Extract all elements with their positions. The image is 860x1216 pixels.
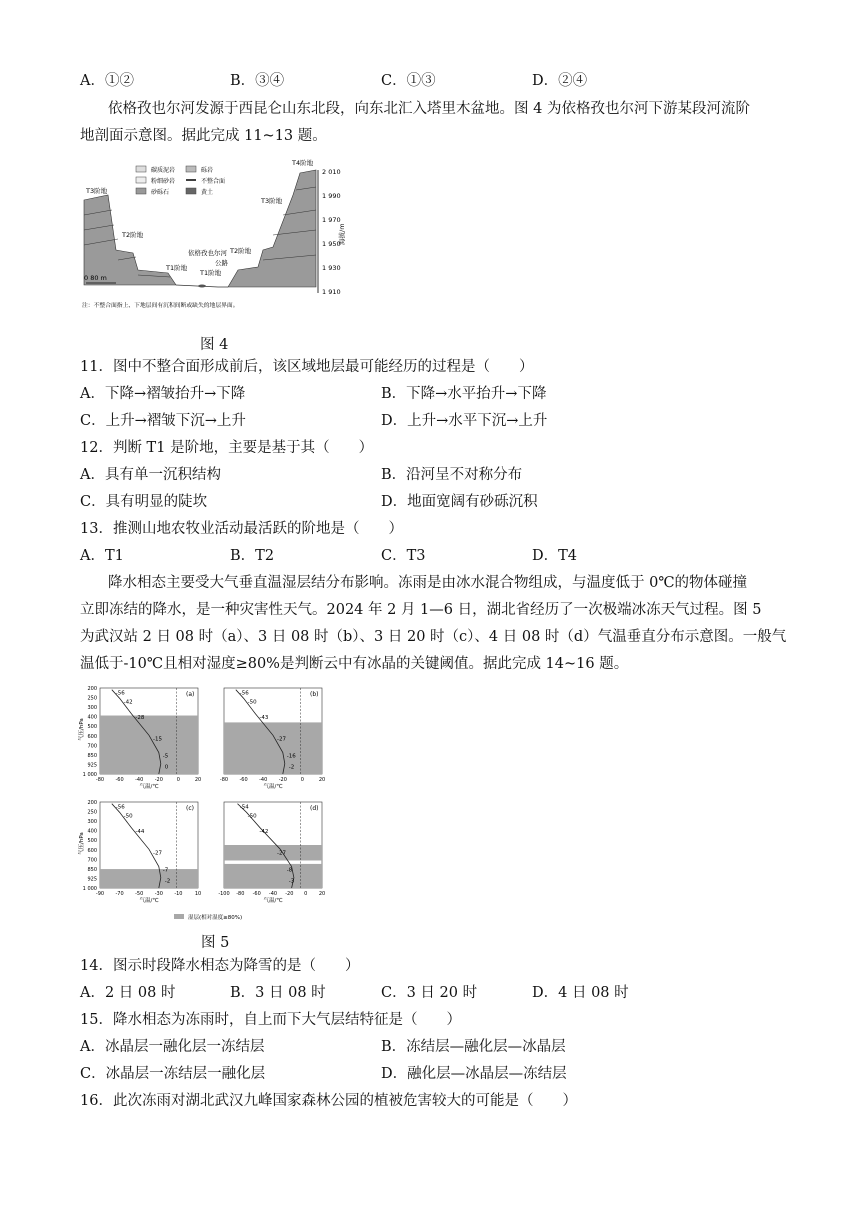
q12-option-c: C．具有明显的陡坎 bbox=[80, 494, 208, 510]
river-label: 依格孜也尔河 bbox=[188, 249, 227, 257]
terrace-left-t3: T3阶地 bbox=[86, 187, 108, 195]
x-tick-label: -20 bbox=[154, 777, 163, 783]
intro2-line1: 降水相态主要受大气垂直温湿层结分布影响。冻雨是由冰水混合物组成，与温度低于 0℃的物体碰撞 bbox=[108, 575, 748, 591]
y-tick-label: 700 bbox=[87, 743, 97, 750]
q15-stem: 15．降水相态为冻雨时，自上而下大气层结特征是（ ） bbox=[80, 1012, 461, 1028]
q11-option-c: C．上升→褶皱下沉→上升 bbox=[80, 413, 246, 429]
temperature-label: -27 bbox=[153, 850, 162, 857]
x-axis-label: 气温/℃ bbox=[263, 784, 283, 790]
legend-swatch-siltstone bbox=[136, 177, 146, 183]
legend-loess: 黄土 bbox=[201, 189, 214, 196]
y-tick-label: 500 bbox=[87, 724, 97, 731]
temperature-label: -56 bbox=[115, 804, 125, 811]
terrace-right-t1: T1阶地 bbox=[200, 269, 222, 277]
intro1-line1: 依格孜也尔河发源于西昆仑山东北段，向东北汇入塔里木盆地。图 4 为依格孜也尔河下游某段河流阶 bbox=[108, 101, 750, 117]
legend-swatch-gravel bbox=[136, 188, 146, 194]
q12-stem: 12．判断 T1 是阶地，主要是基于其（ ） bbox=[80, 440, 374, 456]
q14-option-d: D．4 日 08 时 bbox=[532, 985, 629, 1001]
q13-stem: 13．推测山地农牧业活动最活跃的阶地是（ ） bbox=[80, 521, 403, 537]
y-axis-label: 气压/hPa bbox=[79, 832, 85, 855]
temperature-label: -2 bbox=[288, 764, 295, 771]
terrace-right-t2: T2阶地 bbox=[230, 247, 252, 255]
panel-tag: (b) bbox=[310, 691, 319, 698]
q11-option-a: A．下降→褶皱抬升→下降 bbox=[80, 386, 246, 402]
temperature-label: -7 bbox=[162, 867, 169, 874]
y-tick-label: 600 bbox=[87, 733, 97, 740]
q14-option-a: A．2 日 08 时 bbox=[80, 985, 176, 1001]
q13-option-d: D．T4 bbox=[532, 548, 578, 564]
legend-swatch-loess bbox=[186, 188, 196, 194]
temperature-label: -44 bbox=[135, 828, 145, 835]
panel-tag: (a) bbox=[186, 691, 195, 698]
x-tick-label: 0 bbox=[176, 777, 180, 783]
moist-layer-band bbox=[224, 722, 322, 774]
x-tick-label: -60 bbox=[115, 777, 124, 783]
x-tick-label: -40 bbox=[259, 777, 268, 783]
x-tick-label: -80 bbox=[236, 891, 245, 897]
panel-a bbox=[77, 686, 201, 790]
x-tick-label: 10 bbox=[194, 891, 202, 897]
panel-tag: (c) bbox=[186, 805, 194, 812]
q15-option-a: A．冰晶层一融化层一冻结层 bbox=[80, 1039, 265, 1055]
x-tick-label: -60 bbox=[252, 891, 261, 897]
q11-stem: 11．图中不整合面形成前后，该区域地层最可能经历的过程是（ ） bbox=[80, 359, 534, 375]
moist-layer-band bbox=[100, 716, 198, 774]
q13-option-b: B．T2 bbox=[230, 548, 275, 564]
temperature-label: -2 bbox=[164, 878, 171, 885]
temperature-label: -56 bbox=[115, 690, 125, 697]
temperature-label: -8 bbox=[286, 867, 293, 874]
legend-gravel: 砂砾石 bbox=[151, 189, 170, 196]
intro2-line3: 为武汉站 2 日 08 时（a）、3 日 08 时（b）、3 日 20 时（c）、4 日 08 时（d）气温垂直分布示意图。一般气 bbox=[80, 629, 787, 645]
x-tick-label: -10 bbox=[174, 891, 183, 897]
panel-b bbox=[220, 688, 325, 790]
y-tick-label: 925 bbox=[87, 876, 97, 883]
legend-unconformity: 不整合面 bbox=[201, 178, 226, 185]
tick-1970: 1 970 bbox=[322, 216, 341, 224]
q10-option-c: C．①③ bbox=[381, 73, 436, 89]
legend-swatch-moist-layer bbox=[174, 914, 184, 919]
intro2-line2: 立即冻结的降水，是一种灾害性天气。2024 年 2 月 1—6 日，湖北省经历了一次极端冰冻天气过程。图 5 bbox=[80, 602, 762, 618]
legend-swatch-mudstone bbox=[136, 166, 146, 172]
q13-option-a: A．T1 bbox=[80, 548, 124, 564]
q10-option-a: A．①② bbox=[80, 73, 134, 89]
x-tick-label: 0 bbox=[304, 891, 308, 897]
temperature-label: -50 bbox=[123, 813, 133, 820]
q16-stem: 16．此次冻雨对湖北武汉九峰国家森林公园的植被危害较大的可能是（ ） bbox=[80, 1093, 577, 1109]
legend-conglomerate: 砾岩 bbox=[201, 167, 214, 174]
terrace-left-t1: T1阶地 bbox=[166, 264, 188, 272]
intro2-line4: 温低于-10℃且相对湿度≥80%是判断云中有冰晶的关键阈值。据此完成 14~16 题。 bbox=[80, 656, 629, 672]
y-axis-label: 气压/hPa bbox=[79, 718, 85, 741]
x-tick-label: -60 bbox=[239, 777, 248, 783]
panel-d bbox=[218, 802, 325, 904]
q15-option-d: D．融化层—冰晶层—冻结层 bbox=[381, 1066, 567, 1082]
y-tick-label: 300 bbox=[87, 819, 97, 826]
q15-option-c: C．冰晶层一冻结层一融化层 bbox=[80, 1066, 266, 1082]
figure-5-caption: 图 5 bbox=[201, 935, 230, 951]
x-tick-label: -40 bbox=[135, 777, 144, 783]
figure-4-caption: 图 4 bbox=[200, 337, 229, 353]
q12-option-b: B．沿河呈不对称分布 bbox=[381, 467, 523, 483]
y-tick-label: 600 bbox=[87, 847, 97, 854]
x-tick-label: -20 bbox=[278, 777, 287, 783]
tick-1950: 1 950 bbox=[322, 240, 341, 248]
y-tick-label: 1 000 bbox=[82, 772, 97, 778]
temperature-label: -28 bbox=[135, 714, 145, 721]
x-tick-label: 20 bbox=[318, 891, 326, 897]
q11-option-d: D．上升→水平下沉→上升 bbox=[381, 413, 548, 429]
temperature-label: -27 bbox=[277, 850, 286, 857]
q15-option-b: B．冻结层—融化层—冰晶层 bbox=[381, 1039, 566, 1055]
x-tick-label: -50 bbox=[135, 891, 144, 897]
temperature-label: -50 bbox=[247, 699, 257, 706]
y-tick-label: 200 bbox=[87, 800, 97, 806]
x-tick-label: -30 bbox=[154, 891, 163, 897]
q10-option-d: D．②④ bbox=[532, 73, 588, 89]
temperature-label: -27 bbox=[277, 736, 286, 743]
x-tick-label: -100 bbox=[218, 891, 230, 897]
q14-option-c: C．3 日 20 时 bbox=[381, 985, 478, 1001]
temperature-label: -43 bbox=[259, 714, 269, 721]
fig4-note: 注：不整合面指上、下地层间有沉积间断或缺失的地层界面。 bbox=[82, 303, 239, 309]
x-axis-label: 气温/℃ bbox=[139, 784, 159, 790]
x-tick-label: 0 bbox=[300, 777, 304, 783]
figure-4-terrace-profile bbox=[78, 155, 348, 310]
x-tick-label: -80 bbox=[219, 777, 229, 783]
legend-siltstone: 粉细砂岩 bbox=[151, 178, 176, 185]
x-tick-label: 20 bbox=[194, 777, 202, 783]
y-tick-label: 400 bbox=[87, 714, 97, 721]
legend-moist-layer: 湿层(相对湿度≥80%) bbox=[188, 915, 243, 921]
x-axis-label: 气温/℃ bbox=[139, 898, 159, 904]
q14-option-b: B．3 日 08 时 bbox=[230, 985, 326, 1001]
moist-layer-band bbox=[100, 869, 198, 888]
temperature-label: -54 bbox=[239, 804, 249, 811]
y-tick-label: 200 bbox=[87, 686, 97, 692]
y-tick-label: 300 bbox=[87, 705, 97, 712]
moist-layer-band bbox=[224, 845, 322, 860]
temperature-label: -15 bbox=[153, 736, 162, 743]
temperature-label: -42 bbox=[123, 699, 133, 706]
elevation-axis-label: 海拔/m bbox=[338, 223, 346, 245]
intro1-line2: 地剖面示意图。据此完成 11~13 题。 bbox=[80, 128, 327, 144]
y-tick-label: 250 bbox=[87, 809, 97, 816]
y-tick-label: 850 bbox=[87, 866, 97, 873]
q11-option-b: B．下降→水平抬升→下降 bbox=[381, 386, 547, 402]
x-tick-label: -90 bbox=[95, 891, 105, 897]
panel-tag: (d) bbox=[310, 805, 319, 812]
x-tick-label: 20 bbox=[318, 777, 326, 783]
y-tick-label: 700 bbox=[87, 857, 97, 864]
river bbox=[198, 285, 206, 288]
q12-option-d: D．地面宽阔有砂砾沉积 bbox=[381, 494, 538, 510]
x-axis-label: 气温/℃ bbox=[263, 898, 283, 904]
q12-option-a: A．具有单一沉积结构 bbox=[80, 467, 221, 483]
temperature-label: -56 bbox=[239, 690, 249, 697]
terrace-right-t3: T3阶地 bbox=[261, 197, 283, 205]
temperature-label: -16 bbox=[286, 753, 296, 760]
legend-swatch-conglomerate bbox=[186, 166, 196, 172]
left-bank-strata bbox=[84, 195, 176, 285]
temperature-label: -42 bbox=[259, 828, 269, 835]
tick-1910: 1 910 bbox=[322, 288, 341, 296]
tick-1930: 1 930 bbox=[322, 264, 341, 272]
road-label: 公路 bbox=[215, 259, 228, 267]
q13-option-c: C．T3 bbox=[381, 548, 426, 564]
x-tick-label: -70 bbox=[115, 891, 124, 897]
y-tick-label: 400 bbox=[87, 828, 97, 835]
q10-option-b: B．③④ bbox=[230, 73, 285, 89]
figure-5-temperature-profiles bbox=[74, 684, 340, 926]
y-tick-label: 850 bbox=[87, 752, 97, 759]
terrace-left-t2: T2阶地 bbox=[122, 231, 144, 239]
temperature-label: -3 bbox=[288, 878, 295, 885]
terrace-right-t4: T4阶地 bbox=[292, 159, 314, 167]
temperature-label: -50 bbox=[247, 813, 257, 820]
y-tick-label: 1 000 bbox=[82, 886, 97, 892]
x-tick-label: -20 bbox=[285, 891, 294, 897]
tick-1990: 1 990 bbox=[322, 192, 341, 200]
tick-2010: 2 010 bbox=[322, 168, 341, 176]
temperature-label: 0 bbox=[164, 764, 169, 771]
temperature-label: -5 bbox=[162, 753, 169, 760]
x-tick-label: -80 bbox=[95, 777, 105, 783]
x-tick-label: -40 bbox=[268, 891, 278, 897]
q14-stem: 14．图示时段降水相态为降雪的是（ ） bbox=[80, 958, 360, 974]
right-bank-strata bbox=[228, 170, 316, 287]
y-tick-label: 500 bbox=[87, 838, 97, 845]
legend-mudstone: 碳质泥岩 bbox=[151, 167, 176, 174]
y-tick-label: 250 bbox=[87, 695, 97, 702]
y-tick-label: 925 bbox=[87, 762, 97, 769]
panel-c bbox=[77, 800, 201, 904]
moist-layer-band bbox=[224, 864, 322, 888]
scale-label: 0 80 m bbox=[84, 274, 107, 282]
